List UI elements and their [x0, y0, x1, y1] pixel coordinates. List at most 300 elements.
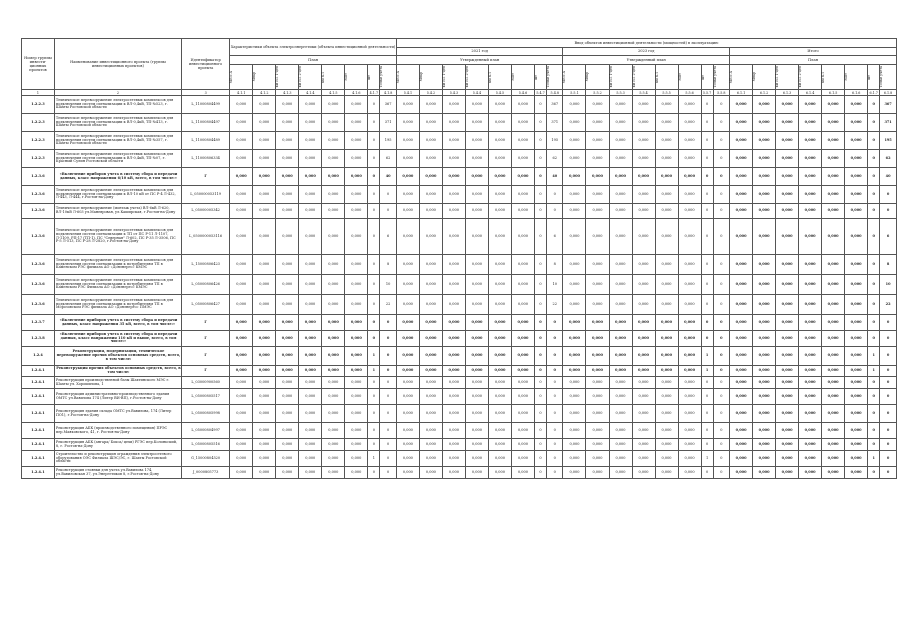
row-value-a: 0,000 [511, 347, 534, 366]
row-value-b: 0,000 [586, 377, 609, 389]
row-value-c: 0,000 [799, 132, 822, 150]
subheader-label: км КЛ [321, 71, 326, 83]
row-value-b: 0,000 [609, 389, 632, 405]
row-value-left: 0,000 [299, 204, 322, 219]
table-row [22, 114, 897, 132]
row-value-left: 0 [380, 331, 397, 347]
row-value-left: 0,000 [253, 295, 276, 315]
table-row [22, 366, 897, 377]
row-value-left: 0,000 [299, 467, 322, 479]
row-value-a: 0,000 [396, 168, 419, 186]
row-value-b: 0,000 [632, 389, 655, 405]
row-value-c: 0,000 [799, 186, 822, 204]
row-value-c: 0,000 [730, 186, 753, 204]
column-number: 5.5.4 [632, 90, 655, 96]
row-value-b: 0,000 [563, 186, 586, 204]
row-value-left: 0,000 [299, 186, 322, 204]
subheader-sub_left-5 [345, 65, 368, 90]
row-value-c: 0,000 [845, 186, 868, 204]
row-number: 1.2.3.6 [22, 295, 55, 315]
row-value-b: 0,000 [609, 405, 632, 423]
subheader-label: МВ×А [562, 70, 567, 84]
subheader-label: км ВЛ 1-цеп [441, 66, 446, 88]
row-value-left: 0 [368, 439, 380, 451]
row-value-b: 0,000 [609, 114, 632, 132]
row-value-a: 0,000 [419, 204, 442, 219]
row-value-c: 0,000 [822, 439, 845, 451]
row-value-a: 0,000 [419, 467, 442, 479]
row-value-b: 0,000 [563, 377, 586, 389]
row-value-a: 195 [547, 132, 563, 150]
row-value-a: 0,000 [419, 389, 442, 405]
row-value-left: 0,000 [253, 204, 276, 219]
row-value-left: 0,000 [230, 389, 253, 405]
row-value-a: 0 [534, 132, 546, 150]
row-value-b: 0,000 [655, 204, 678, 219]
row-value-left: 0 [368, 275, 380, 295]
row-value-left: 0,000 [276, 331, 299, 347]
row-value-left: 0,000 [299, 255, 322, 275]
row-value-left: 0 [380, 347, 397, 366]
column-number: 6.1.6 [845, 90, 868, 96]
row-value-b: 0,000 [609, 467, 632, 479]
row-value-a: 0,000 [488, 423, 511, 439]
row-value-left: 0,000 [230, 255, 253, 275]
row-value-left: 0,000 [322, 347, 345, 366]
row-value-b: 0,000 [632, 377, 655, 389]
column-number: 5.5.1 [563, 90, 586, 96]
column-number: 4.1.1 [230, 90, 253, 96]
row-value-a: 0,000 [465, 255, 488, 275]
row-value-b: 0 [701, 275, 713, 295]
row-value-b: 0,000 [586, 405, 609, 423]
row-value-left: 0,000 [299, 295, 322, 315]
row-value-a: 0,000 [488, 150, 511, 168]
row-value-c: 0,000 [753, 255, 776, 275]
column-number: 4.1.4 [299, 90, 322, 96]
row-value-left: 0,000 [253, 255, 276, 275]
row-value-a: 0,000 [465, 96, 488, 114]
subheader-sub_b-2 [609, 65, 632, 90]
subheader-sub_b-5 [678, 65, 701, 90]
row-value-a: 0,000 [442, 439, 465, 451]
subheader-sub_b-1 [586, 65, 609, 90]
row-value-a: 0,000 [396, 439, 419, 451]
row-value-b: 0,000 [678, 295, 701, 315]
row-value-a: 0,000 [419, 423, 442, 439]
row-value-a: 0,000 [442, 347, 465, 366]
row-value-c: 0,000 [753, 114, 776, 132]
row-value-b: 0,000 [632, 423, 655, 439]
row-project-id: L_05000804997 [182, 423, 230, 439]
subheader-sub_left-2 [276, 65, 299, 90]
row-value-a: 0,000 [511, 132, 534, 150]
row-value-c: 0 [868, 331, 880, 347]
subheader-sub_left-3 [299, 65, 322, 90]
row-value-b: 0 [713, 275, 729, 295]
column-number: 5.4.1 [396, 90, 419, 96]
row-value-c: 0 [868, 377, 880, 389]
row-value-c: 0,000 [753, 423, 776, 439]
row-value-c: 0,000 [776, 168, 799, 186]
row-value-c: 0,000 [776, 451, 799, 467]
row-value-b: 0 [701, 114, 713, 132]
row-number: 1.2.4.1 [22, 423, 55, 439]
row-value-left: 0,000 [230, 405, 253, 423]
row-value-left: 0 [380, 405, 397, 423]
row-value-left: 8 [380, 255, 397, 275]
row-value-left: 0 [368, 150, 380, 168]
row-value-c: 0,000 [730, 451, 753, 467]
row-value-b: 0,000 [655, 168, 678, 186]
row-value-a: 0,000 [465, 405, 488, 423]
row-value-c: 0 [880, 405, 897, 423]
row-value-left: 0 [368, 219, 380, 255]
row-value-a: 0,000 [442, 331, 465, 347]
row-value-b: 0,000 [609, 186, 632, 204]
row-value-left: 0,000 [345, 467, 368, 479]
row-value-c: 0,000 [776, 377, 799, 389]
row-value-c: 0,000 [776, 132, 799, 150]
row-value-c: 0,000 [776, 315, 799, 331]
row-value-a: 0,000 [511, 389, 534, 405]
row-value-c: 0,000 [799, 389, 822, 405]
row-value-c: 0,000 [730, 467, 753, 479]
row-value-c: 0,000 [799, 114, 822, 132]
row-value-b: 0,000 [586, 186, 609, 204]
row-value-c: 0,000 [776, 366, 799, 377]
column-number: 5.4.3 [442, 90, 465, 96]
row-value-b: 0,000 [609, 150, 632, 168]
row-project-id: L_05000005342 [182, 204, 230, 219]
row-value-left: 0,000 [276, 451, 299, 467]
row-value-c: 0,000 [753, 295, 776, 315]
row-value-c: 6 [880, 219, 897, 255]
row-value-a: 0 [547, 377, 563, 389]
row-value-a: 0,000 [511, 275, 534, 295]
row-value-left: 0,000 [299, 275, 322, 295]
row-value-left: 0,000 [345, 186, 368, 204]
col-id-header: Идентификатор инвестиционного проекта [182, 39, 230, 90]
row-value-c: 0,000 [730, 295, 753, 315]
row-value-left: 0,000 [253, 132, 276, 150]
column-number: 4.1.8 [380, 90, 397, 96]
row-value-c: 0,000 [822, 377, 845, 389]
row-value-left: 0,000 [299, 150, 322, 168]
row-value-left: 62 [380, 150, 397, 168]
row-value-c: 0,000 [845, 315, 868, 331]
row-value-b: 0,000 [609, 423, 632, 439]
row-value-c: 0,000 [730, 439, 753, 451]
row-value-c: 0 [880, 423, 897, 439]
row-value-c: 0 [868, 114, 880, 132]
subheader-label: Точки учета [712, 66, 717, 88]
row-value-a: 0,000 [488, 377, 511, 389]
row-value-b: 1 [701, 347, 713, 366]
row-value-a: 0,000 [419, 114, 442, 132]
row-value-c: 0,000 [799, 255, 822, 275]
row-value-a: 0 [547, 451, 563, 467]
row-value-left: 1 [368, 347, 380, 366]
row-project-name: Реконструкция здания склада ОМТС ул.Вавилова, 174 (Литер ПО1), г.Ростов-на-Дону [54, 405, 181, 423]
row-value-c: 0,000 [799, 150, 822, 168]
subheader-label: шт [367, 74, 372, 80]
row-value-left: 0,000 [230, 114, 253, 132]
subheader-label: км ВЛ 2-цеп [298, 66, 303, 88]
subheader-label: км ВЛ 2-цеп [464, 66, 469, 88]
row-value-b: 0 [701, 389, 713, 405]
column-number: 4.1.3 [276, 90, 299, 96]
row-value-a: 0,000 [465, 366, 488, 377]
row-value-left: 0,000 [253, 275, 276, 295]
row-value-c: 0,000 [799, 315, 822, 331]
subheader-label: Точки учета [546, 66, 551, 88]
row-value-b: 0,000 [563, 439, 586, 451]
updated-plan-header-2: Утвержденный план [563, 56, 730, 65]
subheader-sub_left-7 [380, 65, 397, 90]
row-value-b: 0,000 [563, 132, 586, 150]
subheader-sub_a-0 [396, 65, 419, 90]
row-value-b: 0,000 [586, 255, 609, 275]
row-value-a: 0 [547, 204, 563, 219]
row-value-c: 0 [868, 295, 880, 315]
row-value-left: 0,000 [230, 219, 253, 255]
row-value-left: 0,000 [230, 315, 253, 331]
table-row [22, 389, 897, 405]
row-value-b: 0,000 [678, 275, 701, 295]
row-value-a: 0,000 [465, 219, 488, 255]
row-number: 1.2.4.1 [22, 439, 55, 451]
row-value-left: 0,000 [253, 186, 276, 204]
row-value-b: 0 [713, 168, 729, 186]
row-value-left: 0,000 [253, 439, 276, 451]
row-value-b: 0,000 [586, 439, 609, 451]
row-value-c: 0,000 [799, 275, 822, 295]
row-value-b: 0,000 [678, 255, 701, 275]
row-value-a: 0,000 [465, 204, 488, 219]
row-value-a: 0,000 [511, 168, 534, 186]
row-value-c: 0,000 [799, 331, 822, 347]
subheader-label: МВт [844, 73, 849, 81]
row-value-b: 0,000 [586, 275, 609, 295]
row-value-a: 0 [534, 219, 546, 255]
row-value-a: 0 [534, 275, 546, 295]
row-value-b: 0,000 [632, 331, 655, 347]
row-value-b: 0,000 [563, 150, 586, 168]
row-value-a: 0,000 [511, 377, 534, 389]
row-value-left: 0,000 [276, 439, 299, 451]
row-value-a: 0,000 [465, 132, 488, 150]
row-value-left: 0 [368, 132, 380, 150]
row-value-a: 367 [547, 96, 563, 114]
row-value-a: 0,000 [419, 405, 442, 423]
row-value-left: 0,000 [322, 150, 345, 168]
row-value-a: 0,000 [465, 423, 488, 439]
row-value-left: 0 [380, 467, 397, 479]
row-value-b: 0,000 [586, 347, 609, 366]
row-value-a: 0 [534, 114, 546, 132]
row-value-c: 0,000 [799, 366, 822, 377]
row-value-b: 0,000 [632, 315, 655, 331]
row-value-c: 0,000 [753, 132, 776, 150]
row-value-left: 0,000 [322, 331, 345, 347]
row-value-c: 0,000 [753, 377, 776, 389]
row-value-c: 0 [868, 315, 880, 331]
row-value-b: 0,000 [632, 114, 655, 132]
row-value-b: 0,000 [632, 439, 655, 451]
row-value-left: 367 [380, 96, 397, 114]
row-value-b: 0,000 [632, 255, 655, 275]
column-number: 5.5.2 [586, 90, 609, 96]
row-value-a: 0,000 [442, 150, 465, 168]
row-value-c: 0 [868, 405, 880, 423]
row-value-c: 0,000 [822, 168, 845, 186]
row-value-b: 0,000 [678, 423, 701, 439]
row-value-b: 0 [713, 219, 729, 255]
row-value-a: 0 [534, 377, 546, 389]
row-value-a: 0,000 [488, 204, 511, 219]
row-value-c: 0 [880, 204, 897, 219]
row-value-a: 0,000 [465, 347, 488, 366]
row-value-c: 0,000 [753, 96, 776, 114]
row-value-a: 0,000 [419, 377, 442, 389]
row-value-c: 0,000 [822, 423, 845, 439]
row-value-left: 0,000 [276, 423, 299, 439]
row-value-a: 0,000 [442, 255, 465, 275]
row-value-c: 0,000 [822, 96, 845, 114]
row-value-a: 0,000 [419, 150, 442, 168]
row-value-a: 0 [547, 315, 563, 331]
row-value-c: 0,000 [822, 347, 845, 366]
row-value-b: 0 [713, 366, 729, 377]
row-value-c: 0,000 [822, 204, 845, 219]
row-value-c: 0 [868, 255, 880, 275]
row-value-c: 22 [880, 295, 897, 315]
row-value-b: 0,000 [609, 295, 632, 315]
row-value-a: 0 [547, 331, 563, 347]
column-number: 6.1.8 [880, 90, 897, 96]
row-value-left: 0,000 [253, 377, 276, 389]
row-value-a: 0,000 [488, 219, 511, 255]
row-value-left: 0,000 [276, 96, 299, 114]
row-value-a: 0 [534, 389, 546, 405]
row-value-b: 0,000 [586, 295, 609, 315]
row-value-c: 0,000 [753, 347, 776, 366]
row-value-c: 0,000 [799, 423, 822, 439]
row-value-left: 0,000 [345, 114, 368, 132]
row-value-c: 0,000 [799, 219, 822, 255]
row-value-b: 0,000 [632, 275, 655, 295]
row-value-c: 0,000 [845, 150, 868, 168]
row-value-c: 0,000 [799, 467, 822, 479]
row-value-left: 0,000 [253, 423, 276, 439]
row-value-b: 0 [701, 315, 713, 331]
row-value-a: 0,000 [511, 439, 534, 451]
subheader-sub_left-0 [230, 65, 253, 90]
row-project-name: Техническое перевооружение электросетевых комплексов для подключения систем сигнализации к ВЛ-0,4кВ, ТП-№07, г. Красный Сулин Ростовской области [54, 150, 181, 168]
row-value-c: 0 [868, 389, 880, 405]
row-project-id: L_05000806426 [182, 275, 230, 295]
investment-program-table-page [21, 38, 897, 479]
row-value-a: 0,000 [419, 331, 442, 347]
row-value-left: 0,000 [230, 451, 253, 467]
row-value-a: 0,000 [511, 295, 534, 315]
row-value-c: 0,000 [799, 96, 822, 114]
row-value-b: 0 [713, 186, 729, 204]
row-value-c: 0,000 [822, 451, 845, 467]
row-value-a: 0,000 [419, 347, 442, 366]
row-value-b: 0 [701, 96, 713, 114]
row-value-a: 0,000 [511, 150, 534, 168]
row-value-b: 0,000 [655, 423, 678, 439]
row-value-left: 0,000 [299, 114, 322, 132]
row-value-b: 0,000 [609, 377, 632, 389]
row-value-left: 22 [380, 295, 397, 315]
row-value-b: 0,000 [563, 204, 586, 219]
subheader-label: км ВЛ 1-цеп [275, 66, 280, 88]
row-value-b: 0,000 [678, 114, 701, 132]
row-value-b: 0 [701, 331, 713, 347]
row-value-left: 0,000 [230, 275, 253, 295]
row-value-b: 0 [713, 204, 729, 219]
row-value-left: 0 [368, 295, 380, 315]
row-value-c: 0,000 [776, 219, 799, 255]
row-number: 1.2.4.1 [22, 405, 55, 423]
row-value-left: 0,000 [322, 366, 345, 377]
row-value-b: 0,000 [563, 315, 586, 331]
row-project-name: «Включение приборов учета в систему сбора и передачи данных, класс напряжения 110 кВ и выше, всего, в том числе:» [54, 331, 181, 347]
column-number: 5.5.7 [702, 90, 712, 95]
row-value-a: 40 [547, 168, 563, 186]
row-value-left: 0,000 [230, 331, 253, 347]
column-number: 1 [22, 90, 55, 96]
row-value-left: 0,000 [253, 467, 276, 479]
row-number: 1.2.4.1 [22, 377, 55, 389]
row-value-b: 0,000 [655, 132, 678, 150]
row-value-left: 0,000 [299, 96, 322, 114]
row-value-left: 0,000 [322, 114, 345, 132]
subheader-label: МВ×А [229, 70, 234, 84]
row-value-a: 0,000 [511, 405, 534, 423]
row-value-b: 0,000 [563, 405, 586, 423]
table-row [22, 150, 897, 168]
row-value-a: 0,000 [419, 186, 442, 204]
row-value-b: 0,000 [563, 389, 586, 405]
row-value-a: 0,000 [511, 451, 534, 467]
row-value-b: 0,000 [678, 439, 701, 451]
row-project-id: L_11000806334 [182, 150, 230, 168]
row-value-c: 0 [868, 132, 880, 150]
row-value-left: 0 [380, 204, 397, 219]
row-number: 1.2.2.3 [22, 150, 55, 168]
row-value-left: 0 [368, 186, 380, 204]
row-value-b: 0,000 [563, 114, 586, 132]
row-number: 1.2.4.1 [22, 366, 55, 377]
row-value-left: 0,000 [299, 315, 322, 331]
row-value-left: 0,000 [299, 389, 322, 405]
row-value-a: 0,000 [396, 114, 419, 132]
row-value-c: 0,000 [730, 366, 753, 377]
row-value-left: 0,000 [299, 168, 322, 186]
row-value-c: 0,000 [730, 132, 753, 150]
row-number: 1.2.4 [22, 347, 55, 366]
subheader-sub_c-4 [822, 65, 845, 90]
row-value-b: 0,000 [678, 366, 701, 377]
col-name-header: Наименование инвестиционного проекта (группы инвестиционных проектов) [54, 39, 181, 90]
row-project-name: Техническое перевооружение электросетевых комплексов для подключения систем сигнализации к ВЛ-0,4кВ, ТП-№413, г. Шахты Ростовской области [54, 114, 181, 132]
row-project-id: L_050000053119 [182, 186, 230, 204]
row-value-c: 0,000 [730, 255, 753, 275]
